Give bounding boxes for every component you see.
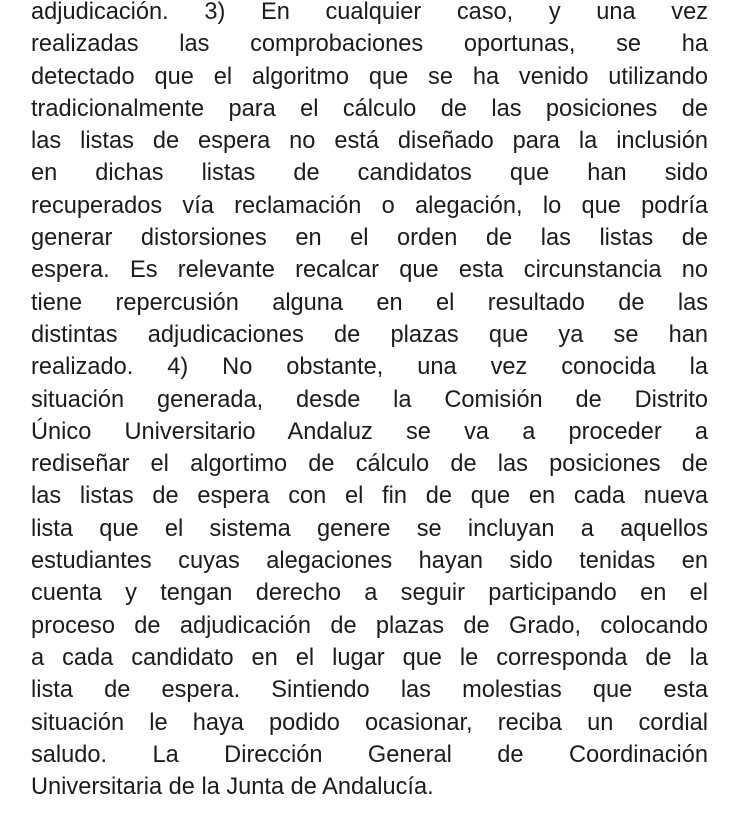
text-line: detectado que el algoritmo que se ha venido utilizando	[31, 63, 708, 90]
text-line: realizado. 4) No obstante, una vez conocida la	[31, 354, 708, 381]
text-line: realizadas las comprobaciones oportunas, se ha	[31, 31, 708, 58]
text-line: las listas de espera no está diseñado para la inclusión	[31, 128, 708, 155]
text-line: situación generada, desde la Comisión de Distrito	[31, 386, 708, 413]
text-line: adjudicación. 3) En cualquier caso, y una vez	[31, 0, 708, 25]
text-line: tiene repercusión alguna en el resultado de las	[31, 289, 708, 316]
text-line: Universitaria de la Junta de Andalucía.	[31, 774, 434, 801]
text-line: recuperados vía reclamación o alegación, lo que podría	[31, 192, 708, 219]
text-line: distintas adjudicaciones de plazas que ya se han	[31, 321, 708, 348]
text-line: tradicionalmente para el cálculo de las posiciones de	[31, 95, 708, 122]
text-line: cuenta y tengan derecho a seguir participando en el	[31, 580, 708, 607]
text-line: situación le haya podido ocasionar, reciba un cordial	[31, 709, 708, 736]
text-line: Único Universitario Andaluz se va a proceder a	[31, 418, 708, 445]
text-line: las listas de espera con el fin de que en cada nueva	[31, 483, 708, 510]
text-line: rediseñar el algortimo de cálculo de las posiciones de	[31, 451, 708, 478]
text-line: espera. Es relevante recalcar que esta circunstancia no	[31, 257, 708, 284]
text-line: lista que el sistema genere se incluyan a aquellos	[31, 515, 708, 542]
text-line: generar distorsiones en el orden de las listas de	[31, 225, 708, 252]
text-line: lista de espera. Sintiendo las molestias que esta	[31, 677, 708, 704]
text-line: en dichas listas de candidatos que han sido	[31, 160, 708, 187]
text-line: estudiantes cuyas alegaciones hayan sido tenidas en	[31, 548, 708, 575]
text-line: saludo. La Dirección General de Coordinación	[31, 741, 708, 768]
text-line: a cada candidato en el lugar que le corresponda de la	[31, 644, 708, 671]
document-text	[31, 0, 708, 803]
text-line: proceso de adjudicación de plazas de Grado, colocando	[31, 612, 708, 639]
